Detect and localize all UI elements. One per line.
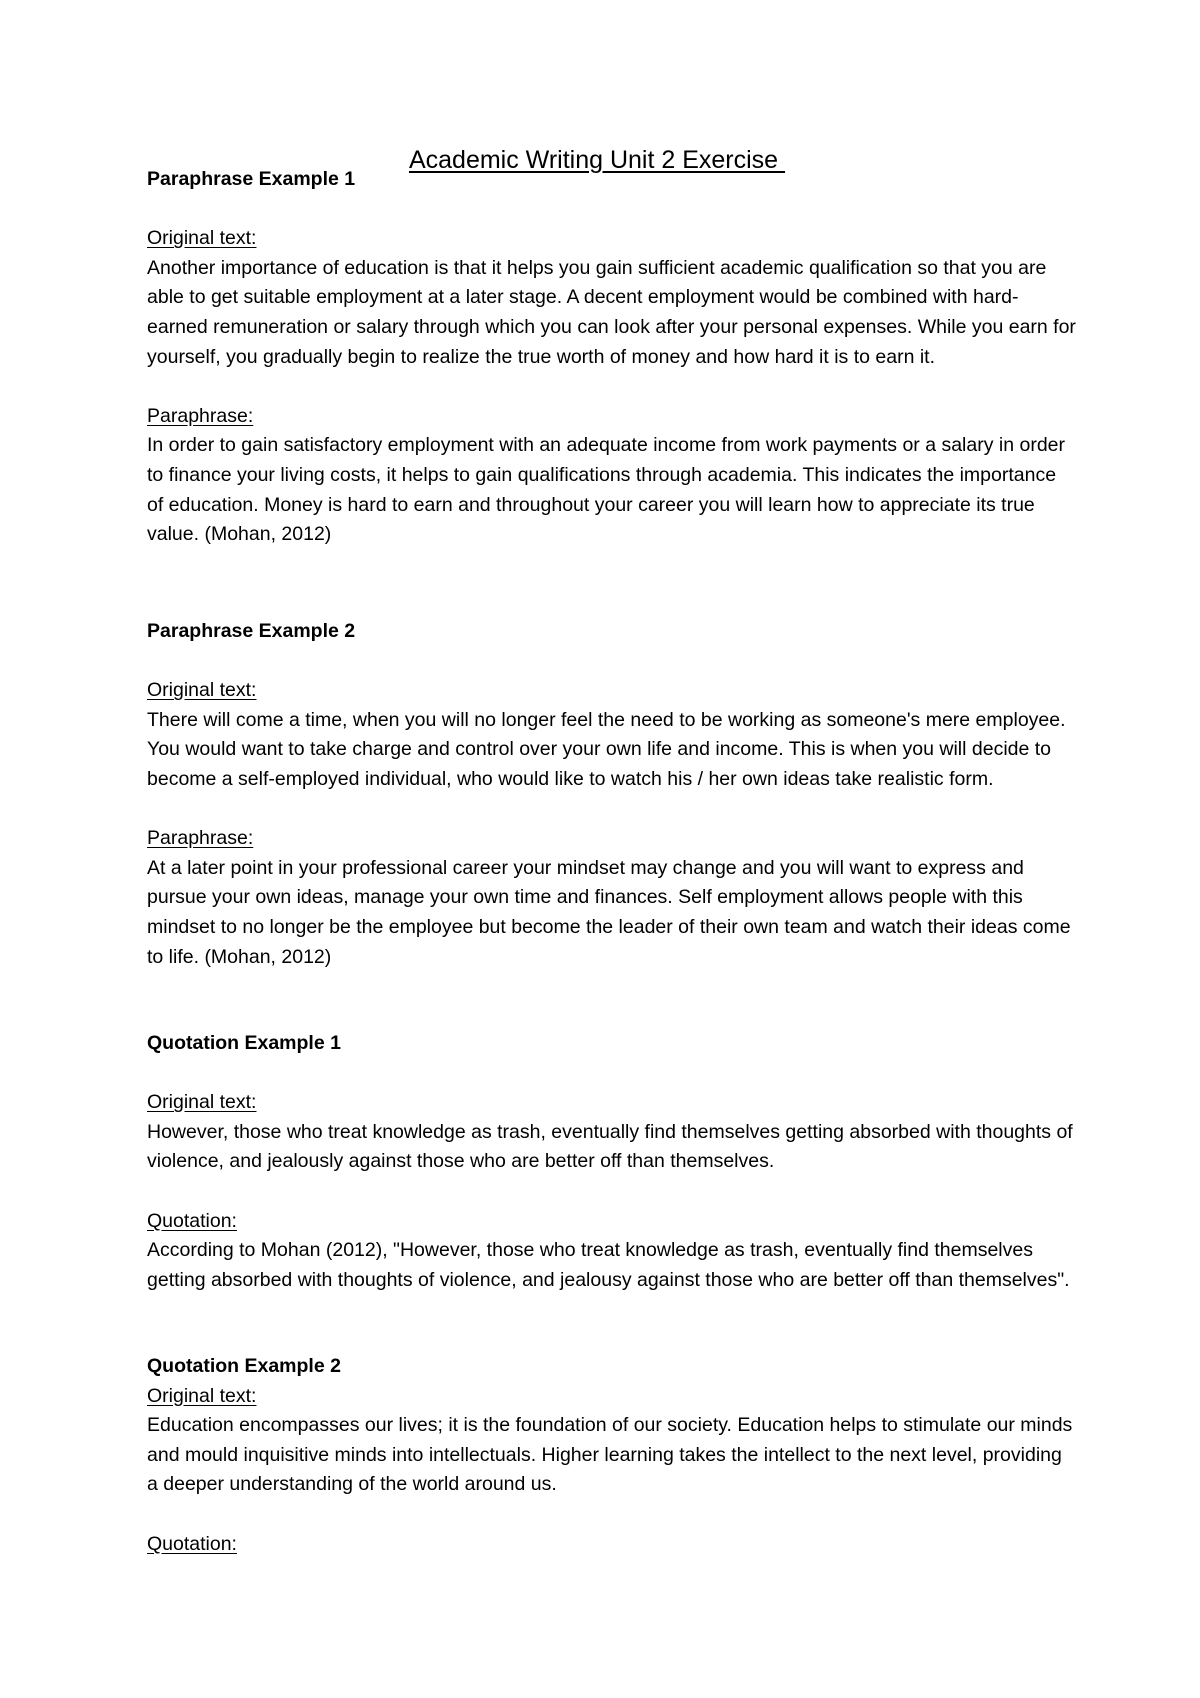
quotation-label: Quotation: xyxy=(147,1532,237,1555)
section-heading: Quotation Example 1 xyxy=(147,1032,341,1054)
section-paraphrase-example-2 xyxy=(147,617,1077,972)
original-text-label: Original text: xyxy=(147,1384,257,1407)
quotation-label: Quotation: xyxy=(147,1209,237,1232)
section-quotation-example-1 xyxy=(147,1029,1077,1295)
original-text-paragraph: Another importance of education is that it helps you gain sufficient academic qualification so that you are able to get suitable employment at a later stage. A decent employment would be combined with hard-earned remuneration or salary through which you can look after your personal expenses. While you earn for yourself, you gradually begin to realize the true worth of money and how hard it is to earn it. xyxy=(147,256,1076,368)
paraphrase-paragraph: At a later point in your professional career your mindset may change and you will want to express and pursue your own ideas, manage your own time and finances. Self employment allows people with this mindset to no longer be the employee but become the leader of their own team and watch their ideas come to life. (Mohan, 2012) xyxy=(147,856,1071,968)
section-heading: Paraphrase Example 1 xyxy=(147,168,356,190)
paraphrase-label: Paraphrase: xyxy=(147,827,254,850)
quotation-paragraph: According to Mohan (2012), "However, those who treat knowledge as trash, eventually find themselves getting absorbed with thoughts of violence, and jealousy against those who are better off than themselves". xyxy=(147,1239,1070,1291)
original-text-paragraph: Education encompasses our lives; it is the foundation of our society. Education helps to stimulate our minds and mould inquisitive minds into intellectuals. Higher learning takes the intellect to the next level, providing a deeper understanding of the world around us. xyxy=(147,1414,1073,1496)
paraphrase-paragraph: In order to gain satisfactory employment with an adequate income from work payments or a salary in order to finance your living costs, it helps to gain qualifications through academia. This indicates the importance of education. Money is hard to earn and throughout your career you will learn how to appreciate its true value. (Mohan, 2012) xyxy=(147,434,1066,546)
paraphrase-label: Paraphrase: xyxy=(147,404,254,427)
original-text-label: Original text: xyxy=(147,227,257,250)
section-heading: Paraphrase Example 2 xyxy=(147,620,356,642)
section-heading: Quotation Example 2 xyxy=(147,1355,341,1377)
document-title: Academic Writing Unit 2 Exercise xyxy=(408,146,786,174)
section-quotation-example-2 xyxy=(147,1352,1077,1559)
original-text-paragraph: There will come a time, when you will no longer feel the need to be working as someone's mere employee. You would want to take charge and control over your own life and income. This is when you will decide to become a self-employed individual, who would like to watch his / her own ideas take realistic form. xyxy=(147,708,1066,790)
section-paraphrase-example-1 xyxy=(147,165,1077,550)
original-text-paragraph: However, those who treat knowledge as trash, eventually find themselves getting absorbed with thoughts of violence, and jealously against those who are better off than themselves. xyxy=(147,1120,1073,1173)
original-text-label: Original text: xyxy=(147,1091,257,1114)
original-text-label: Original text: xyxy=(147,679,257,702)
